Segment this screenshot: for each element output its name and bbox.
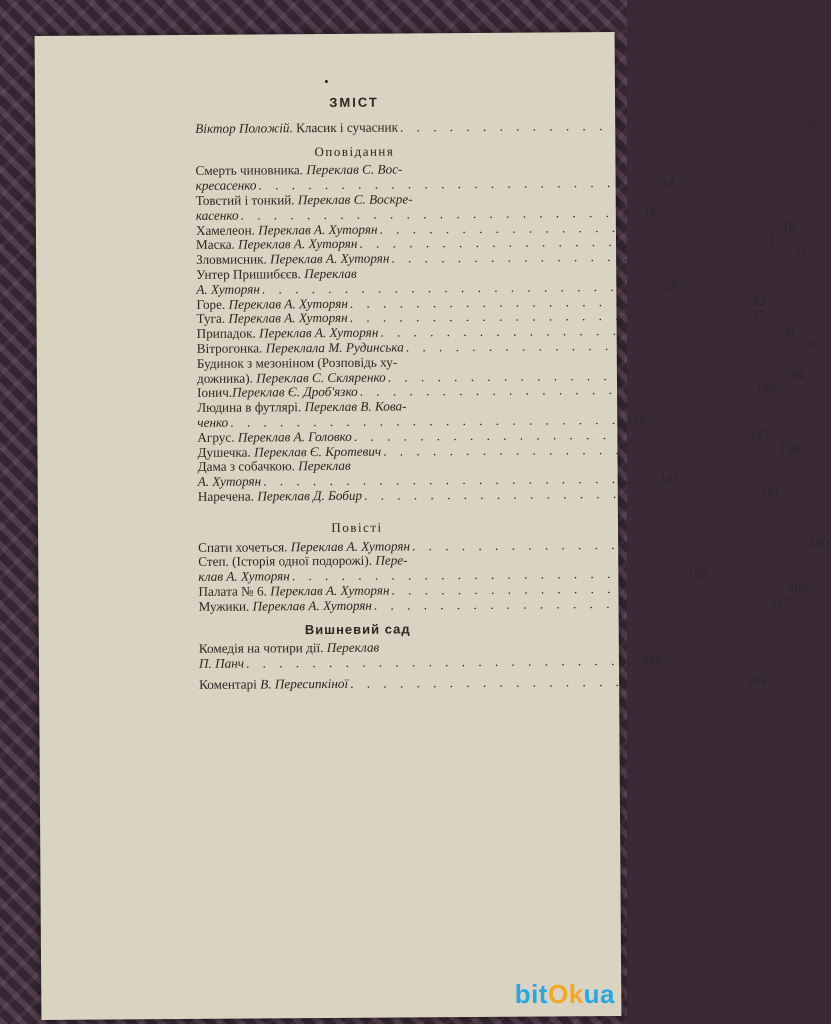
page-number: 16 xyxy=(643,204,657,220)
entry-title: Унтер Пришибєєв. xyxy=(196,266,305,282)
entry-translator: Переклав А. Хуторян xyxy=(238,236,358,252)
entry-translator-cont: А. Хуторян xyxy=(197,473,262,490)
entry-translator: Переклав xyxy=(304,265,357,282)
dot-leader: . . . . . . . . . . . . . . . . . . . . . . . . xyxy=(359,233,750,252)
entry-translator: Переклав С. Вос- xyxy=(306,161,403,178)
entry-title: Туга. xyxy=(196,311,229,327)
bitok-watermark-logo: bitOkua xyxy=(514,979,615,1009)
dot-leader: . . . . . . . . . . . . . . . . . . . . . . . . xyxy=(349,292,740,311)
dot-leader: . . . . . . . . . . . . . . . . . . . . . . . . xyxy=(240,204,631,223)
page-number: 37 xyxy=(752,307,766,323)
section-stories: Оповідання xyxy=(314,143,395,159)
table-of-contents xyxy=(195,94,829,693)
toc-entry-intro xyxy=(195,116,816,136)
book-page xyxy=(35,32,829,1020)
section-novellas: Повісті xyxy=(331,519,383,535)
entry-title: Мужики. xyxy=(198,598,253,614)
entry-title: Палата № 6. xyxy=(198,583,271,599)
entry-translator-cont: кресасенко xyxy=(195,177,257,194)
page-number: 29 xyxy=(664,278,678,294)
dot-leader: . . . . . . . . . . . . . . . . . . . . . . . . xyxy=(405,336,796,355)
entry-translator: Переклав Є. Кротевич xyxy=(253,443,382,460)
page-number: 395 xyxy=(746,672,767,688)
page-number: 100 xyxy=(755,381,776,397)
entry-translator-cont: касенко xyxy=(195,207,239,223)
entry-title: Припадок. xyxy=(196,325,260,342)
novellas-list xyxy=(198,535,829,614)
dot-leader: . . . . . . . . . . . . . . . . . . . . . . . . xyxy=(258,174,649,193)
page-number: 317 xyxy=(770,594,790,610)
intro-page: 5 xyxy=(809,116,816,132)
page-number: 147 xyxy=(659,470,680,486)
page-number: 161 xyxy=(760,484,781,500)
entry-translator: Переклав Є. Дроб'язко xyxy=(232,384,358,401)
entry-translator: Пере- xyxy=(375,552,408,568)
entry-translator-cont: А. Хуторян xyxy=(196,281,260,297)
page-number: 41 xyxy=(783,321,797,337)
entry-translator: Переклав А. Хуторян xyxy=(228,295,348,312)
entry-title: Агрус. xyxy=(197,429,238,445)
page-number: 14 xyxy=(661,174,675,190)
entry-translator: Переклав А. Хуторян xyxy=(270,250,390,267)
page-number: 25 xyxy=(794,247,808,263)
dot-leader: . . . . . . . . . . . . . . . . . . . . . . . . xyxy=(350,673,741,691)
entry-title: Будинок з мезоніном (Розповідь ху- xyxy=(196,354,398,371)
entry-title: Маска. xyxy=(195,236,239,253)
entry-translator: Переклав xyxy=(326,639,380,656)
page-mark xyxy=(325,80,328,83)
dot-leader: . . . . . . . . . . . . . . . . . . . . . . . . xyxy=(391,248,782,266)
page-number: 32 xyxy=(752,292,766,308)
orchard-list xyxy=(198,639,663,672)
dot-leader: . . . . . . . . . . . . . . . . . . . . . . . . xyxy=(230,411,621,430)
entry-title: Дама з собачкою. xyxy=(197,458,299,475)
page-number: 116 xyxy=(626,411,647,427)
entry-translator: Переклав А. Хуторян xyxy=(258,221,378,238)
orchard-entry-0-line2 xyxy=(198,652,663,672)
entry-title: Зловмисник. xyxy=(196,251,271,268)
story-entry-16 xyxy=(197,484,781,505)
commentary-entry-0 xyxy=(199,672,767,693)
entry-translator: В. Пересипкіної xyxy=(260,675,349,692)
entry-translator: Переклав А. Хуторян xyxy=(290,537,411,554)
entry-translator-cont: Переклав С. Скляренко xyxy=(256,369,386,386)
entry-translator-cont: ченко xyxy=(197,414,229,430)
entry-translator-cont: клав А. Хуторян xyxy=(198,568,290,585)
entry-title: Вітрогонка. xyxy=(196,340,266,356)
page-number: 21 xyxy=(762,233,776,249)
entry-title: Спати хочеться. xyxy=(198,538,291,555)
page-number: 345 xyxy=(642,652,663,668)
entry-translator: Переклав В. Кова- xyxy=(304,398,407,415)
intro-text: Класик і сучасник xyxy=(292,119,399,136)
entry-translator: Переклав А. Хуторян xyxy=(258,324,379,341)
entry-translator: Переклав Д. Бобир xyxy=(257,487,363,504)
page-number: 269 xyxy=(787,579,808,595)
dot-leader: . . . . . . . . . . . . . . . . . . . . . . . . xyxy=(263,470,654,489)
dot-leader: . . . . . . . . . . . . . . . . . . . . . . . . xyxy=(411,535,803,553)
entry-translator: Переклав xyxy=(298,458,351,474)
entry-title: Товстий і тонкий. xyxy=(195,192,298,208)
page-number: 61 xyxy=(808,336,822,352)
entry-translator: Переклав А. Хуторян xyxy=(252,597,372,614)
page-number: 127 xyxy=(749,425,770,441)
novella-entry-3 xyxy=(198,594,790,614)
dot-leader: . . . . . . . . . . . . . . . . . . . . . . . . xyxy=(245,652,637,671)
entry-translator: Переклав А. Головко xyxy=(237,428,352,445)
dot-leader: . . . . . . . . . . . . . . . . . . . . . . . . xyxy=(391,579,782,598)
entry-translator: Переклала М. Рудинська xyxy=(265,339,404,356)
entry-title: Іонич. xyxy=(197,385,233,401)
section-orchard: Вишневий сад xyxy=(304,620,411,637)
dot-leader: . . . . . . . . . . . . . . . . . . . . . . . . xyxy=(261,278,652,297)
intro-author: Віктор Положій. xyxy=(195,120,293,136)
toc-title: ЗМІСТ xyxy=(329,94,379,110)
dot-leader: . . . . . . . . . . . . . . . . . . . . . . . . xyxy=(353,425,744,444)
dot-leader: . . . . . . . . . . . . . . . . . . . . . . . . xyxy=(291,565,682,584)
dot-leader: . . . . . . . . . . . . . . . . . . . . . . . . xyxy=(380,322,771,340)
page-number: 180 xyxy=(808,535,829,551)
dot-leader: . . . . . . . . . . . . . . . . . . . . . . . . xyxy=(383,440,774,459)
dot-leader: . . . . . . . . . . . . . . . . . . . . . . . . xyxy=(364,484,755,503)
dot-leader: . . . . . . . . . . . . . . . . . . . . . . . . xyxy=(379,218,770,237)
entry-translator-cont: П. Панч xyxy=(198,655,245,671)
stories-list xyxy=(195,161,822,505)
dot-leader: . . . . . . . . . . . . . . . . . . . . . . . . xyxy=(349,307,740,326)
entry-title: Душечка. xyxy=(197,444,255,460)
entry-translator: Переклав А. Хуторян xyxy=(228,310,348,327)
page-number: 185 xyxy=(687,565,708,581)
entry-translator: Переклав А. Хуторян xyxy=(270,582,390,599)
entry-title: Наречена. xyxy=(197,488,258,504)
entry-title: Людина в футлярі. xyxy=(197,399,305,416)
dot-leader: . . . . . . . . . . . . . . . . . . . . . . . . xyxy=(399,116,790,135)
dot-leader: . . . . . . . . . . . . . . . . . . . . . . . . xyxy=(373,594,764,613)
page-number: 18 xyxy=(782,218,796,234)
dot-leader: . . . . . . . . . . . . . . . . . . . . . . . . xyxy=(387,366,778,385)
commentary-list xyxy=(199,672,767,693)
entry-title: Хамелеон. xyxy=(195,222,259,238)
dot-leader: . . . . . . . . . . . . . . . . . . . . . . . . xyxy=(359,381,750,400)
entry-title: Коментарі xyxy=(199,676,261,692)
story-entry-14 xyxy=(197,440,800,460)
page-number: 84 xyxy=(790,366,804,382)
entry-translator: Переклав С. Воскре- xyxy=(297,191,413,208)
page-number: 136 xyxy=(779,440,800,456)
entry-title: Комедія на чотири дії. xyxy=(198,640,327,657)
entry-title: Степ. (Історія одної подорожі). xyxy=(198,552,376,570)
entry-title: Смерть чиновника. xyxy=(195,162,307,179)
entry-title-cont: дожника). xyxy=(196,370,257,386)
entry-title: Горе. xyxy=(196,296,229,312)
